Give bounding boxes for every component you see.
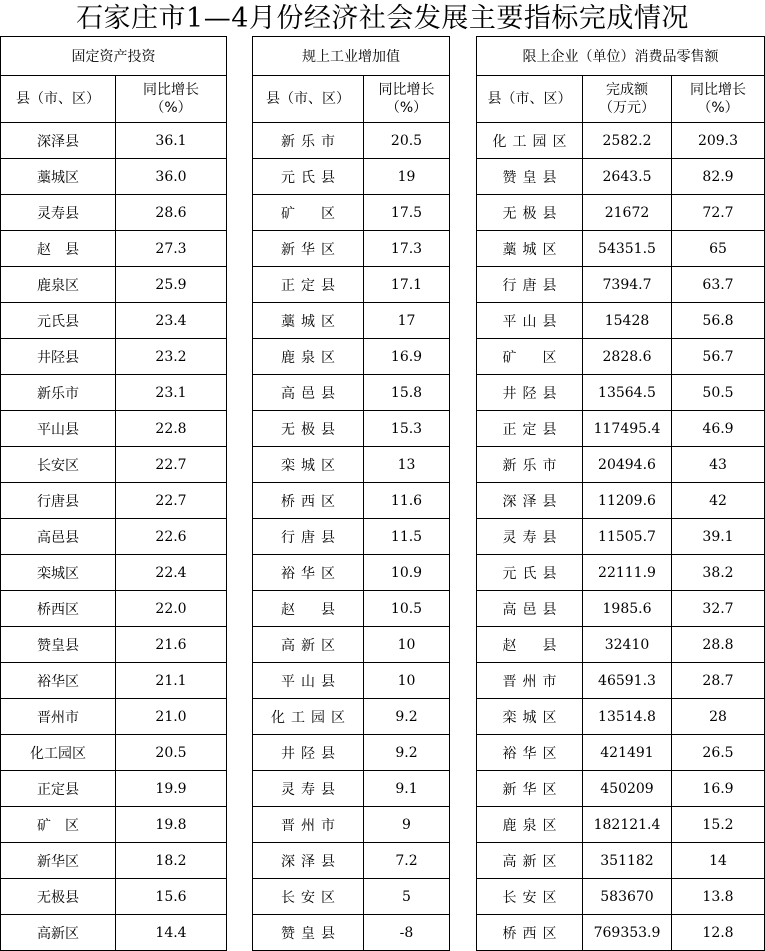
growth-cell: 12.8 — [672, 915, 765, 951]
table-row — [1, 483, 227, 519]
county-cell: 裕华区 — [1, 663, 116, 699]
county-cell: 赞皇县 — [477, 159, 583, 195]
amount-cell: 117495.4 — [583, 411, 672, 447]
county-cell: 鹿泉区 — [477, 807, 583, 843]
retail-sales-amount-header — [583, 76, 672, 123]
growth-cell: 209.3 — [672, 123, 765, 159]
fixed-investment-header: 固定资产投资 — [1, 37, 227, 76]
table-row — [477, 375, 765, 411]
table-row — [253, 447, 450, 483]
page-title: 石家庄市1—4月份经济社会发展主要指标完成情况 — [76, 3, 689, 34]
growth-cell: 82.9 — [672, 159, 765, 195]
growth-cell: 15.2 — [672, 807, 765, 843]
table-row — [253, 699, 450, 735]
fixed-investment-growth-header — [116, 76, 227, 123]
county-cell: 元氏县 — [1, 303, 116, 339]
amount-cell: 2643.5 — [583, 159, 672, 195]
county-cell: 行唐县 — [1, 483, 116, 519]
amount-cell: 11209.6 — [583, 483, 672, 519]
growth-cell: 21.1 — [116, 663, 227, 699]
growth-cell: 10 — [364, 663, 450, 699]
retail-sales-header: 限上企业（单位）消费品零售额 — [477, 37, 765, 76]
amount-cell: 46591.3 — [583, 663, 672, 699]
amount-cell: 421491 — [583, 735, 672, 771]
growth-cell: 22.7 — [116, 447, 227, 483]
table-row — [253, 771, 450, 807]
county-cell: 桥西区 — [253, 483, 364, 519]
county-cell: 井陉县 — [1, 339, 116, 375]
county-cell: 高新区 — [477, 843, 583, 879]
table-row — [477, 123, 765, 159]
table-row — [477, 735, 765, 771]
amount-cell: 450209 — [583, 771, 672, 807]
county-cell: 赵 县 — [1, 231, 116, 267]
table-row — [1, 663, 227, 699]
county-cell: 鹿泉区 — [1, 267, 116, 303]
county-cell: 行唐县 — [477, 267, 583, 303]
amount-cell: 2582.2 — [583, 123, 672, 159]
amount-cell: 54351.5 — [583, 231, 672, 267]
table-row — [477, 879, 765, 915]
table-row — [1, 447, 227, 483]
table-row — [477, 195, 765, 231]
table-row — [1, 771, 227, 807]
table-row — [477, 447, 765, 483]
county-cell: 新华区 — [1, 843, 116, 879]
table-row — [253, 555, 450, 591]
growth-cell: 27.3 — [116, 231, 227, 267]
table-row — [477, 231, 765, 267]
table-row — [1, 231, 227, 267]
growth-cell: 17.3 — [364, 231, 450, 267]
table-row — [477, 699, 765, 735]
growth-cell: 38.2 — [672, 555, 765, 591]
table-row — [1, 735, 227, 771]
table-row — [253, 627, 450, 663]
county-cell: 化工园区 — [477, 123, 583, 159]
growth-cell: 46.9 — [672, 411, 765, 447]
growth-cell: 56.8 — [672, 303, 765, 339]
table-row — [477, 339, 765, 375]
growth-cell: 20.5 — [364, 123, 450, 159]
growth-cell: 26.5 — [672, 735, 765, 771]
growth-cell: 28 — [672, 699, 765, 735]
table-row — [477, 519, 765, 555]
growth-cell: 28.7 — [672, 663, 765, 699]
table-row — [477, 915, 765, 951]
amount-cell: 769353.9 — [583, 915, 672, 951]
growth-cell: 42 — [672, 483, 765, 519]
county-cell: 赞皇县 — [253, 915, 364, 951]
county-cell: 无极县 — [1, 879, 116, 915]
table-row — [253, 159, 450, 195]
table-row — [1, 375, 227, 411]
growth-cell: 22.7 — [116, 483, 227, 519]
table-row — [253, 843, 450, 879]
table-row — [253, 231, 450, 267]
growth-cell: 50.5 — [672, 375, 765, 411]
table-row — [477, 663, 765, 699]
county-cell: 矿 区 — [253, 195, 364, 231]
county-cell: 深泽县 — [253, 843, 364, 879]
county-cell: 矿 区 — [477, 339, 583, 375]
table-row — [1, 195, 227, 231]
growth-cell: -8 — [364, 915, 450, 951]
growth-cell: 36.0 — [116, 159, 227, 195]
growth-cell: 18.2 — [116, 843, 227, 879]
table-row — [253, 879, 450, 915]
growth-cell: 36.1 — [116, 123, 227, 159]
table-row — [477, 843, 765, 879]
county-cell: 藁城区 — [1, 159, 116, 195]
table-row — [1, 915, 227, 951]
growth-cell: 22.0 — [116, 591, 227, 627]
table-row — [253, 483, 450, 519]
growth-cell: 21.6 — [116, 627, 227, 663]
table-row — [1, 267, 227, 303]
county-cell: 元氏县 — [477, 555, 583, 591]
industrial-value-header: 规上工业增加值 — [253, 37, 450, 76]
table-row — [1, 123, 227, 159]
growth-cell: 28.8 — [672, 627, 765, 663]
growth-cell: 10.9 — [364, 555, 450, 591]
growth-cell: 10.5 — [364, 591, 450, 627]
growth-cell: 17.5 — [364, 195, 450, 231]
county-cell: 新乐市 — [477, 447, 583, 483]
table-row — [253, 267, 450, 303]
growth-cell: 22.4 — [116, 555, 227, 591]
growth-cell: 65 — [672, 231, 765, 267]
table-row — [1, 411, 227, 447]
county-cell: 正定县 — [253, 267, 364, 303]
county-cell: 高邑县 — [477, 591, 583, 627]
county-cell: 新华区 — [253, 231, 364, 267]
growth-cell: 19 — [364, 159, 450, 195]
industrial-value-county-header: 县（市、区） — [253, 76, 364, 123]
growth-cell: 22.8 — [116, 411, 227, 447]
table-row — [1, 879, 227, 915]
county-cell: 矿 区 — [1, 807, 116, 843]
growth-cell: 9 — [364, 807, 450, 843]
growth-cell: 15.6 — [116, 879, 227, 915]
amount-cell: 15428 — [583, 303, 672, 339]
county-cell: 藁城区 — [253, 303, 364, 339]
growth-cell: 13.8 — [672, 879, 765, 915]
growth-cell: 5 — [364, 879, 450, 915]
county-cell: 长安区 — [253, 879, 364, 915]
county-cell: 晋州市 — [253, 807, 364, 843]
table-row — [253, 591, 450, 627]
growth-header-text: 同比增长 （%） — [378, 82, 435, 116]
growth-cell: 63.7 — [672, 267, 765, 303]
table-row — [253, 411, 450, 447]
table-row — [253, 303, 450, 339]
growth-cell: 14 — [672, 843, 765, 879]
growth-cell: 9.2 — [364, 735, 450, 771]
fixed-investment-table — [0, 36, 227, 951]
growth-cell: 9.1 — [364, 771, 450, 807]
table-row — [253, 123, 450, 159]
county-cell: 藁城区 — [477, 231, 583, 267]
amount-cell: 351182 — [583, 843, 672, 879]
amount-cell: 11505.7 — [583, 519, 672, 555]
table-row — [477, 267, 765, 303]
county-cell: 裕华区 — [253, 555, 364, 591]
county-cell: 深泽县 — [477, 483, 583, 519]
county-cell: 长安区 — [1, 447, 116, 483]
growth-cell: 28.6 — [116, 195, 227, 231]
county-cell: 正定县 — [1, 771, 116, 807]
county-cell: 新华区 — [477, 771, 583, 807]
amount-cell: 21672 — [583, 195, 672, 231]
county-cell: 高邑县 — [1, 519, 116, 555]
growth-cell: 23.2 — [116, 339, 227, 375]
growth-cell: 17.1 — [364, 267, 450, 303]
retail-sales-county-header: 县（市、区） — [477, 76, 583, 123]
table-row — [477, 159, 765, 195]
table-row — [477, 303, 765, 339]
county-cell: 晋州市 — [477, 663, 583, 699]
table-row — [1, 591, 227, 627]
growth-cell: 11.5 — [364, 519, 450, 555]
county-cell: 赵 县 — [253, 591, 364, 627]
amount-cell: 22111.9 — [583, 555, 672, 591]
table-row — [253, 339, 450, 375]
county-cell: 栾城区 — [253, 447, 364, 483]
industrial-value-table — [252, 36, 450, 951]
growth-cell: 10 — [364, 627, 450, 663]
county-cell: 化工园区 — [1, 735, 116, 771]
table-row — [253, 735, 450, 771]
county-cell: 新乐市 — [1, 375, 116, 411]
county-cell: 平山县 — [477, 303, 583, 339]
growth-cell: 14.4 — [116, 915, 227, 951]
table-row — [477, 483, 765, 519]
fixed-investment-county-header: 县（市、区） — [1, 76, 116, 123]
retail-sales-table — [476, 36, 765, 951]
table-row — [477, 411, 765, 447]
county-cell: 行唐县 — [253, 519, 364, 555]
county-cell: 高邑县 — [253, 375, 364, 411]
county-cell: 晋州市 — [1, 699, 116, 735]
amount-cell: 13514.8 — [583, 699, 672, 735]
amount-cell: 583670 — [583, 879, 672, 915]
table-row — [477, 555, 765, 591]
table-row — [253, 519, 450, 555]
retail-sales-growth-header — [672, 76, 765, 123]
growth-header-text: 同比增长 （%） — [690, 82, 747, 116]
table-row — [1, 699, 227, 735]
table-row — [253, 915, 450, 951]
growth-cell: 56.7 — [672, 339, 765, 375]
table-row — [253, 807, 450, 843]
table-row — [1, 159, 227, 195]
county-cell: 灵寿县 — [477, 519, 583, 555]
county-cell: 平山县 — [253, 663, 364, 699]
amount-cell: 13564.5 — [583, 375, 672, 411]
growth-cell: 22.6 — [116, 519, 227, 555]
county-cell: 化工园区 — [253, 699, 364, 735]
county-cell: 无极县 — [253, 411, 364, 447]
county-cell: 元氏县 — [253, 159, 364, 195]
amount-cell: 32410 — [583, 627, 672, 663]
table-row — [1, 519, 227, 555]
growth-cell: 15.3 — [364, 411, 450, 447]
growth-cell: 23.1 — [116, 375, 227, 411]
county-cell: 高新区 — [253, 627, 364, 663]
county-cell: 栾城区 — [477, 699, 583, 735]
county-cell: 灵寿县 — [1, 195, 116, 231]
table-row — [1, 807, 227, 843]
growth-cell: 39.1 — [672, 519, 765, 555]
county-cell: 深泽县 — [1, 123, 116, 159]
growth-cell: 21.0 — [116, 699, 227, 735]
county-cell: 桥西区 — [477, 915, 583, 951]
growth-header-text: 同比增长 （%） — [143, 82, 199, 116]
growth-cell: 11.6 — [364, 483, 450, 519]
growth-cell: 43 — [672, 447, 765, 483]
county-cell: 桥西区 — [1, 591, 116, 627]
table-row — [477, 627, 765, 663]
county-cell: 鹿泉区 — [253, 339, 364, 375]
county-cell: 赵 县 — [477, 627, 583, 663]
growth-cell: 19.8 — [116, 807, 227, 843]
county-cell: 灵寿县 — [253, 771, 364, 807]
growth-cell: 32.7 — [672, 591, 765, 627]
growth-cell: 23.4 — [116, 303, 227, 339]
growth-cell: 9.2 — [364, 699, 450, 735]
growth-cell: 13 — [364, 447, 450, 483]
growth-cell: 16.9 — [364, 339, 450, 375]
county-cell: 赞皇县 — [1, 627, 116, 663]
county-cell: 井陉县 — [253, 735, 364, 771]
county-cell: 长安区 — [477, 879, 583, 915]
growth-cell: 25.9 — [116, 267, 227, 303]
table-row — [253, 375, 450, 411]
table-row — [477, 807, 765, 843]
table-row — [1, 555, 227, 591]
amount-cell: 20494.6 — [583, 447, 672, 483]
table-row — [253, 195, 450, 231]
growth-cell: 72.7 — [672, 195, 765, 231]
county-cell: 高新区 — [1, 915, 116, 951]
growth-cell: 17 — [364, 303, 450, 339]
county-cell: 新乐市 — [253, 123, 364, 159]
growth-cell: 15.8 — [364, 375, 450, 411]
amount-cell: 2828.6 — [583, 339, 672, 375]
table-row — [1, 303, 227, 339]
county-cell: 裕华区 — [477, 735, 583, 771]
amount-header-text: 完成额 （万元） — [599, 82, 655, 116]
growth-cell: 20.5 — [116, 735, 227, 771]
county-cell: 栾城区 — [1, 555, 116, 591]
table-row — [253, 663, 450, 699]
table-row — [477, 771, 765, 807]
county-cell: 正定县 — [477, 411, 583, 447]
county-cell: 无极县 — [477, 195, 583, 231]
table-row — [477, 591, 765, 627]
growth-cell: 7.2 — [364, 843, 450, 879]
table-row — [1, 843, 227, 879]
table-row — [1, 627, 227, 663]
amount-cell: 1985.6 — [583, 591, 672, 627]
growth-cell: 19.9 — [116, 771, 227, 807]
amount-cell: 7394.7 — [583, 267, 672, 303]
county-cell: 平山县 — [1, 411, 116, 447]
table-row — [1, 339, 227, 375]
amount-cell: 182121.4 — [583, 807, 672, 843]
county-cell: 井陉县 — [477, 375, 583, 411]
industrial-value-growth-header — [364, 76, 450, 123]
growth-cell: 16.9 — [672, 771, 765, 807]
